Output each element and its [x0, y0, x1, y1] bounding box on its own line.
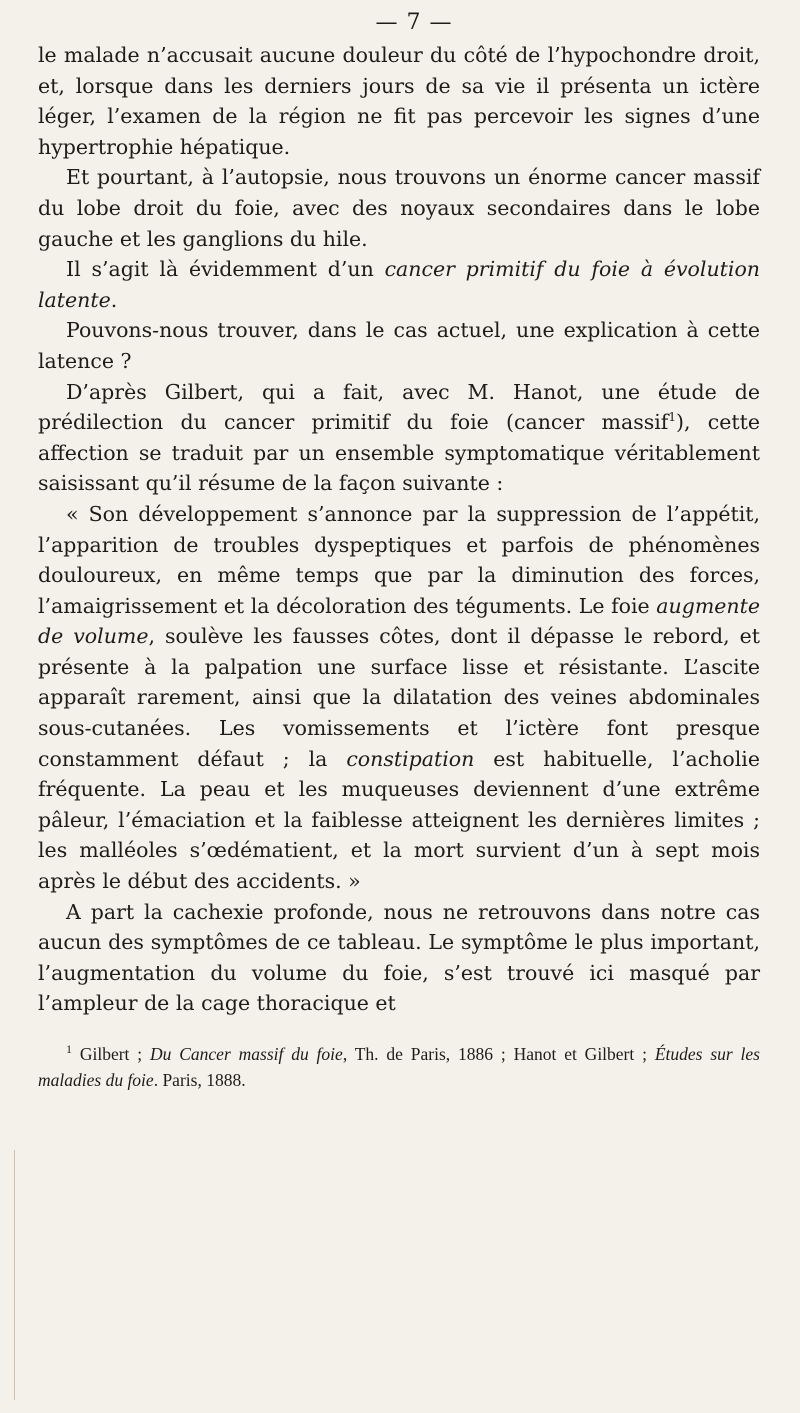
text-run: Pouvons-nous trouver, dans le cas actuel, une explication à cette latence ? — [38, 318, 760, 373]
text-run: Il s’agit là évidemment d’un — [66, 257, 385, 282]
italic-text: constipation — [346, 746, 475, 771]
page-edge-line — [14, 1150, 15, 1400]
paragraph — [38, 162, 760, 254]
paragraph — [38, 897, 760, 1019]
text-run: D’après Gilbert, qui a fait, avec M. Hanot, une étude de prédilection du cancer primitif du foie (cancer massif — [38, 379, 760, 435]
text-run: « Son développement s’annonce par la suppression de l’appétit, l’apparition de troubles dyspeptiques et parfois de phénomènes douloureux, en même temps que par la diminution des forces, l’amaigrissement et la décoloration des téguments. Le foie — [38, 501, 760, 618]
text-run: Gilbert ; — [72, 1044, 150, 1064]
paragraph — [38, 254, 760, 315]
text-run: , Th. de Paris, 1886 ; Hanot et Gilbert ; — [342, 1044, 655, 1064]
paragraph — [38, 40, 760, 162]
text-run: , soulève les fausses côtes, dont il dépasse le rebord, et présente à la palpation une surface lisse et résistante. L’ascite apparaît rarement, ainsi que la dilatation des veines abdominales sous-cutanées. Les vomissements et l’ictère font presque constamment défaut ; la — [38, 624, 760, 771]
paragraph — [38, 315, 760, 376]
footnote-marker: 1 — [66, 1042, 72, 1057]
text-run: le malade n’accusait aucune douleur du côté de l’hypochondre droit, et, lorsque dans les derniers jours de sa vie il présenta un ictère léger, l’examen de la région ne fit pas percevoir les signes d’une hypertrophie hépatique. — [38, 43, 760, 159]
page-number: — 7 — — [375, 10, 453, 35]
italic-text: augmente de volume — [38, 593, 760, 649]
text-run: est habituelle, l’acholie fréquente. La peau et les muqueuses deviennent d’une extrême pâleur, l’émaciation et la faiblesse atteignent les dernières limites ; les malléoles s’œdématient, et la mort survient d’un à sept mois après le début des accidents. » — [38, 746, 760, 894]
italic-text: Du Cancer massif du foie — [150, 1044, 343, 1064]
text-run: Et pourtant, à l’autopsie, nous trouvons un énorme cancer massif du lobe droit du foie, avec des noyaux secondaires dans le lobe gauche et les ganglions du hile. — [38, 165, 760, 251]
italic-text: Études sur les maladies du foie — [38, 1044, 760, 1090]
text-run: ), cette affection se traduit par un ensemble symptomatique véritablement saisissant qu’il résume de la façon suivante : — [38, 410, 760, 496]
body-text — [38, 40, 760, 1019]
text-run: . — [110, 287, 118, 312]
text-run: A part la cachexie profonde, nous ne retrouvons dans notre cas aucun des symptômes de ce tableau. Le symptôme le plus important, l’augmentation du volume du foie, s’est trouvé ici masqué par l’ampleur de la cage thoracique et — [38, 899, 760, 1016]
text-run: . Paris, 1888. — [153, 1070, 246, 1090]
footnote — [38, 1041, 760, 1093]
footnotes — [38, 1041, 760, 1093]
paragraph — [38, 377, 760, 499]
italic-text: cancer primitif du foie à évolution latente — [38, 257, 760, 312]
document-page — [38, 10, 760, 1093]
paragraph-quotation — [38, 499, 760, 897]
footnote-marker: 1 — [668, 410, 677, 425]
